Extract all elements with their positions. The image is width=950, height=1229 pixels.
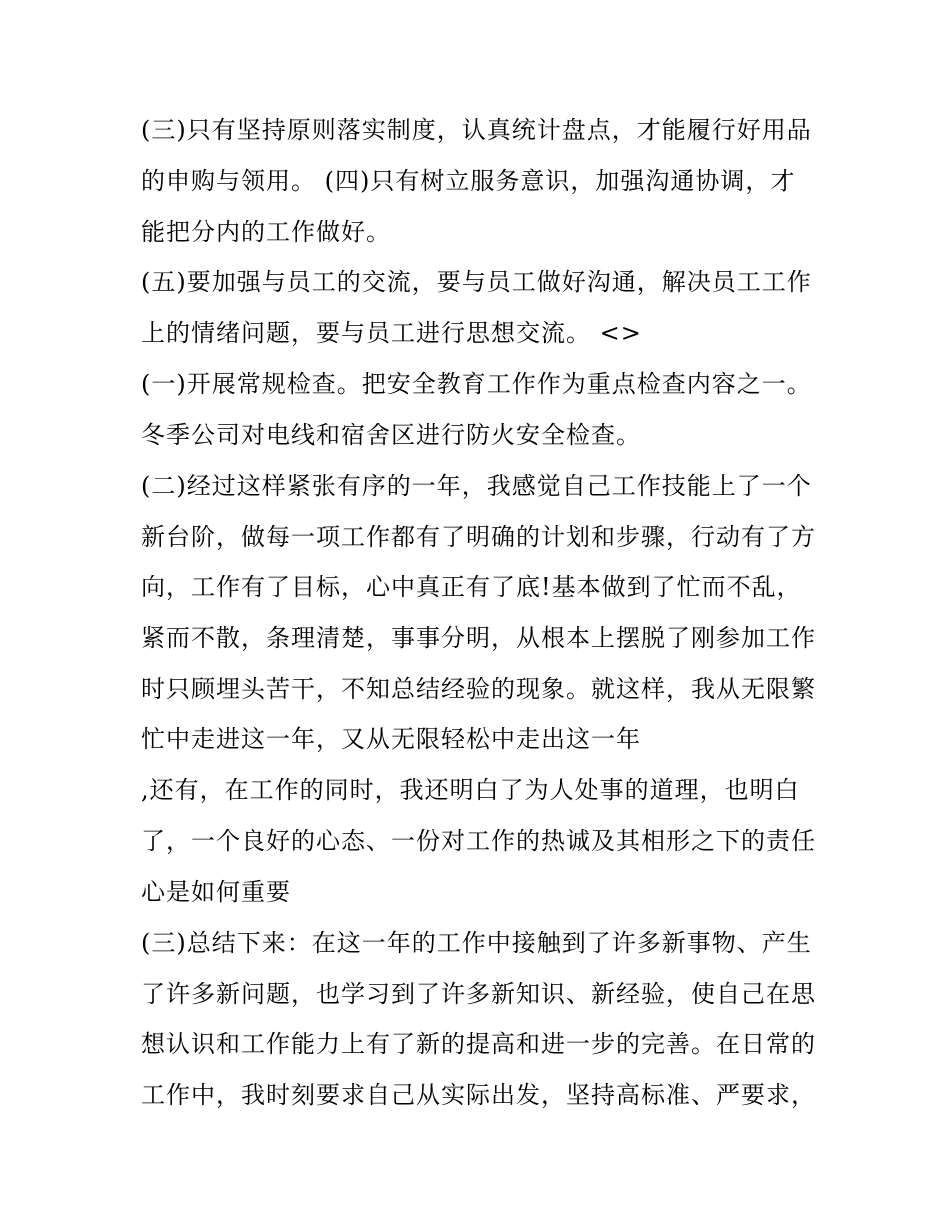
- text-line: 能把分内的工作做好。: [141, 218, 391, 246]
- text-line: 冬季公司对电线和宿舍区进行防火安全检查。: [141, 421, 641, 449]
- text-line: 了，一个良好的心态、一份对工作的热诚及其相形之下的责任: [141, 827, 816, 855]
- text-line: (三)总结下来：在这一年的工作中接触到了许多新事物、产生: [141, 929, 812, 957]
- text-line: 忙中走进这一年，又从无限轻松中走出这一年: [141, 725, 641, 753]
- text-line: ,还有，在工作的同时，我还明白了为人处事的道理，也明白: [141, 776, 800, 804]
- text-line: 了许多新问题，也学习到了许多新知识、新经验，使自己在思: [141, 980, 816, 1008]
- text-line: (五)要加强与员工的交流，要与员工做好沟通，解决员工工作: [141, 268, 812, 296]
- text-line: 工作中，我时刻要求自己从实际出发，坚持高标准、严要求，: [141, 1081, 816, 1109]
- text-line: 紧而不散，条理清楚，事事分明，从根本上摆脱了刚参加工作: [141, 624, 816, 652]
- text-line: 的申购与领用。 (四)只有树立服务意识，加强沟通协调，才: [141, 167, 796, 195]
- text-line: 时只顾埋头苦干，不知总结经验的现象。就这样，我从无限繁: [141, 675, 816, 703]
- text-line: (二)经过这样紧张有序的一年，我感觉自己工作技能上了一个: [141, 472, 812, 500]
- text-line: 新台阶，做每一项工作都有了明确的计划和步骤，行动有了方: [141, 523, 816, 551]
- text-line: (一)开展常规检查。把安全教育工作作为重点检查内容之一。: [141, 370, 812, 398]
- text-line: (三)只有坚持原则落实制度，认真统计盘点，才能履行好用品: [141, 116, 812, 144]
- text-line: 上的情绪问题，要与员工进行思想交流。 <>: [141, 319, 642, 347]
- text-line: 向，工作有了目标，心中真正有了底!基本做到了忙而不乱，: [141, 573, 802, 601]
- text-line: 想认识和工作能力上有了新的提高和进一步的完善。在日常的: [141, 1030, 816, 1058]
- text-line: 心是如何重要: [141, 878, 291, 906]
